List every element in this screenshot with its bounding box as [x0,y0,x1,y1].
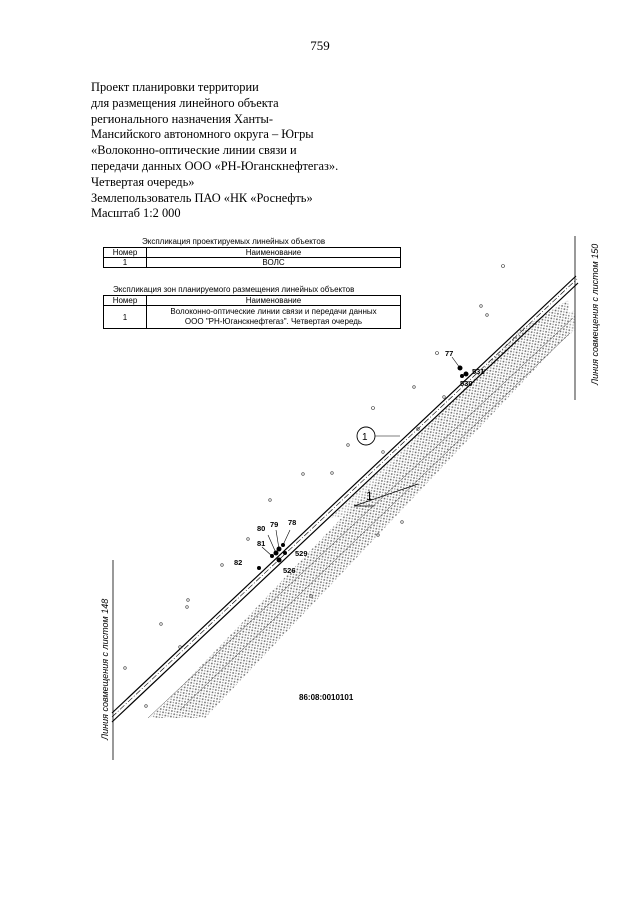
callout-circle-label: 1 [362,432,368,443]
point-82 [257,566,261,570]
map-marks [124,265,505,708]
point-526 [277,558,282,563]
label-point-79: 79 [270,520,279,529]
hatched-zone-upper [330,310,575,518]
header-line: «Волоконно-оптические линии связи и [91,143,297,158]
table2-caption: Экспликация зон планируемого размещения линейных объектов [113,285,355,294]
row-number: 1 [104,306,147,329]
match-line-right-label: Линия совмещения с листом 150 [590,243,600,385]
col-name-header: Наименование [147,296,401,306]
header-line: Проект планировки территории [91,80,259,94]
label-point-78: 78 [288,518,297,527]
label-point-529: 529 [295,549,308,558]
table1-caption: Экспликация проектируемых линейных объектов [142,237,326,246]
header-line: Землепользователь ПАО «НК «Роснефть» [91,190,313,205]
col-number-header: Номер [104,248,147,258]
row-name-line: ООО "РН-Юганскнефтегаз". Четвертая очередь [184,317,363,326]
label-point-531: 531 [472,367,485,376]
match-line-left-label: Линия совмещения с листом 148 [100,598,110,740]
header-line: регионального назначения Ханты- [91,111,273,126]
row-number: 1 [104,258,147,268]
col-number-header: Номер [104,296,147,306]
row-name: ВОЛС [147,258,401,268]
header-line: Масштаб 1:2 000 [91,206,181,221]
label-point-80: 80 [257,524,266,533]
label-point-81: 81 [257,539,266,548]
label-point-526: 526 [283,566,296,575]
cadastral-number: 86:08:0010101 [299,693,354,702]
header-line: для размещения линейного объекта [91,95,279,110]
callout-line-label: 1 [366,489,373,503]
point-529 [283,551,287,555]
page-number: 759 [310,38,330,53]
header-line: передачи данных ООО «РН-Юганскнефтегаз». [91,158,339,173]
header-line: Четвертая очередь» [91,174,195,189]
label-point-77: 77 [445,349,454,358]
col-name-header: Наименование [147,248,401,258]
row-name-line: Волоконно-оптические линии связи и передачи данных [170,307,377,316]
label-point-530: 530 [460,379,473,388]
header-line: Мансийского автономного округа – Югры [91,127,314,142]
point-530 [460,374,464,378]
label-point-82: 82 [234,558,243,567]
point-531 [464,372,469,377]
